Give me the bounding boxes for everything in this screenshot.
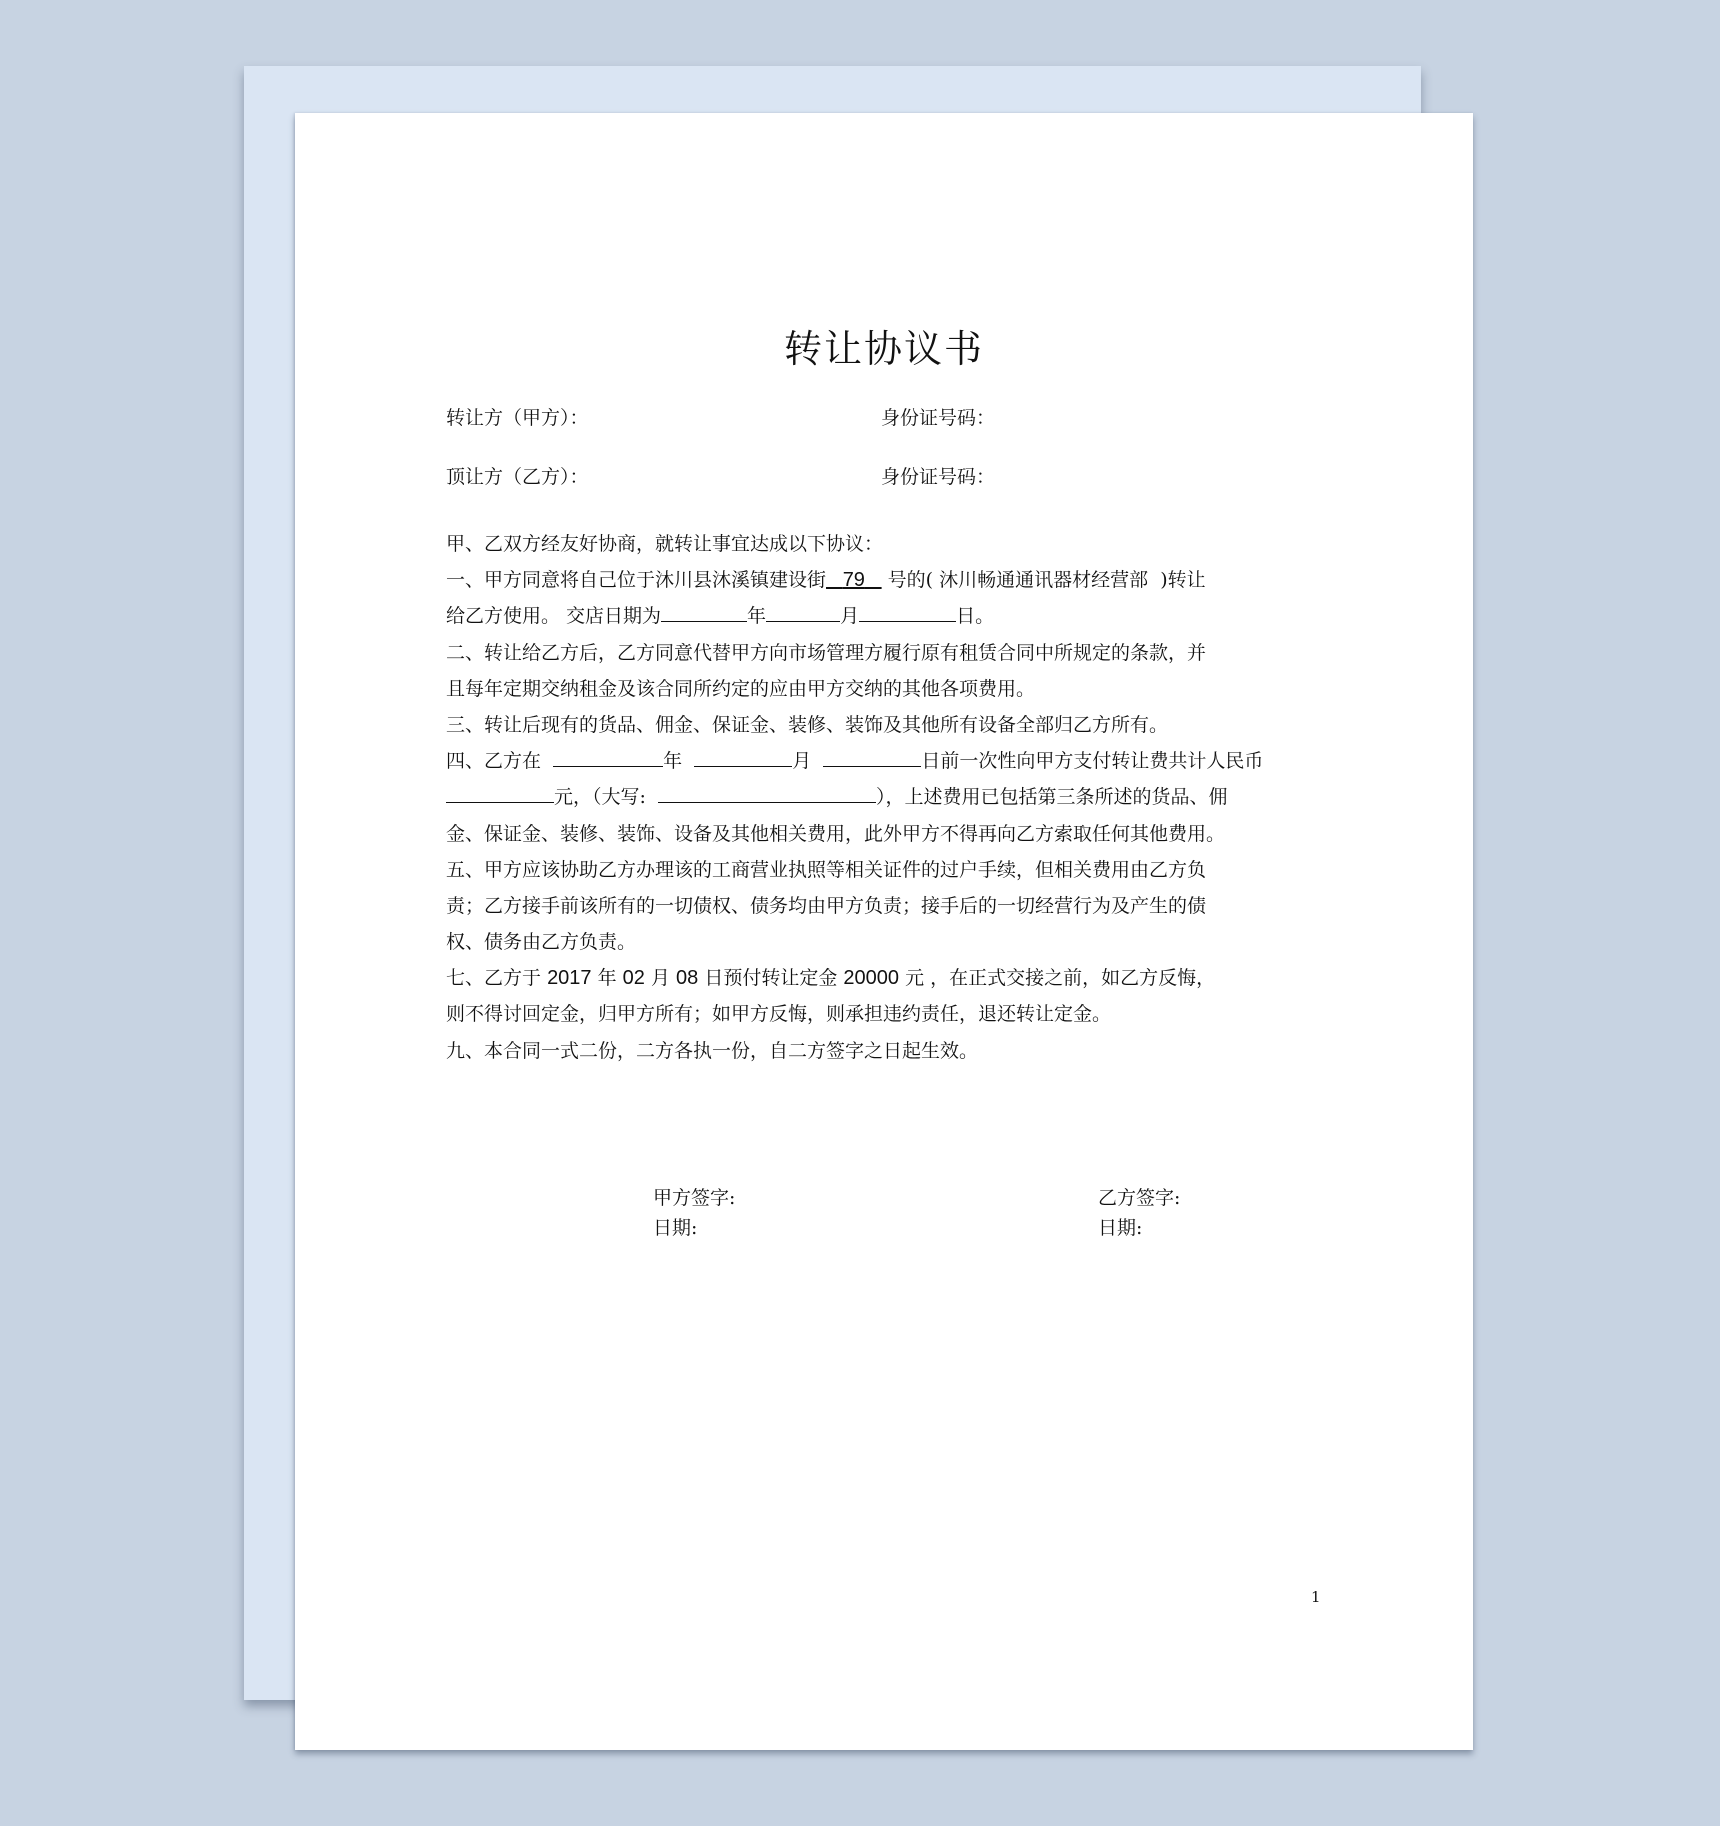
clause-9: 九、本合同一式二份，二方各执一份，自二方签字之日起生效。 [446, 1039, 979, 1062]
clause-7-line-2: 则不得讨回定金，归甲方所有；如甲方反悔，则承担违约责任，退还转让定金。 [446, 1003, 1112, 1026]
handover-day-blank[interactable] [859, 601, 956, 622]
party-b-date-label: 日期: [1098, 1217, 1143, 1239]
party-b-label: 顶让方（乙方）： [446, 466, 589, 488]
clause-3: 三、转让后现有的货品、佣金、保证金、装修、装饰及其他所有设备全部归乙方所有。 [446, 713, 1169, 736]
intro-line: 甲、乙双方经友好协商，就转让事宜达成以下协议： [446, 533, 884, 555]
clause-5-line-2: 责；乙方接手前该所有的一切债权、债务均由甲方负责；接手后的一切经营行为及产生的债 [446, 894, 1207, 917]
document-title: 转让协议书 [783, 327, 984, 371]
party-b-signature-block [1098, 1183, 1180, 1243]
party-a-label: 转让方（甲方）： [446, 407, 589, 429]
document-page [295, 113, 1473, 1750]
payment-day-blank[interactable] [823, 746, 921, 767]
party-a-sign-label: 甲方签字: [653, 1187, 736, 1209]
clause-4-line-1: 四、乙方在 年 月 日前一次性向甲方支付转让费共计人民币 [446, 743, 1321, 779]
clause-5-line-1: 五、甲方应该协助乙方办理该的工商营业执照等相关证件的过户手续，但相关费用由乙方负 [446, 858, 1207, 881]
page-number: 1 [1311, 1588, 1321, 1606]
agreement-body [446, 526, 1321, 1069]
clause-2-line-1: 二、转让给乙方后，乙方同意代替甲方向市场管理方履行原有租赁合同中所规定的条款，并 [446, 641, 1207, 664]
party-b-sign-label: 乙方签字: [1098, 1187, 1181, 1209]
handover-month-blank[interactable] [766, 601, 840, 622]
payment-amount-caps-blank[interactable] [658, 782, 876, 803]
party-a-row [446, 403, 996, 430]
deposit-amount: 20000 [843, 967, 900, 990]
clause-5-line-3: 权、债务由乙方负责。 [446, 931, 637, 954]
business-name: 沐川畅通通讯器材经营部 [939, 569, 1149, 592]
clause-4-line-2: 元，（大写: ），上述费用已包括第三条所述的货品、佣 [446, 779, 1321, 815]
street-number: 79 [842, 569, 865, 592]
party-b-id-label: 身份证号码： [881, 466, 996, 488]
payment-year-blank[interactable] [553, 746, 663, 767]
clause-1-line-2: 给乙方使用。 交店日期为 年 月 日。 [446, 598, 1321, 634]
clause-1-line-1: 一、甲方同意将自己位于沐川县沐溪镇建设街 79 号的( 沐川畅通通讯器材经营部 )转让 [446, 569, 1206, 592]
clause-4-line-3: 金、保证金、装修、装饰、设备及其他相关费用，此外甲方不得再向乙方索取任何其他费用。 [446, 822, 1226, 845]
handover-year-blank[interactable] [661, 601, 747, 622]
party-a-signature-block [653, 1183, 735, 1243]
party-a-id-label: 身份证号码： [881, 407, 996, 429]
clause-2-line-2: 且每年定期交纳租金及该合同所约定的应由甲方交纳的其他各项费用。 [446, 677, 1036, 700]
clause-7-line-1: 七、乙方于 2017 年 02 月 08 日预付转让定金 20000 元 ，在正式交接之前，如乙方反悔， [446, 967, 1216, 990]
party-a-date-label: 日期: [653, 1217, 698, 1239]
payment-amount-blank[interactable] [446, 782, 554, 803]
party-b-row [446, 462, 996, 489]
payment-month-blank[interactable] [694, 746, 792, 767]
